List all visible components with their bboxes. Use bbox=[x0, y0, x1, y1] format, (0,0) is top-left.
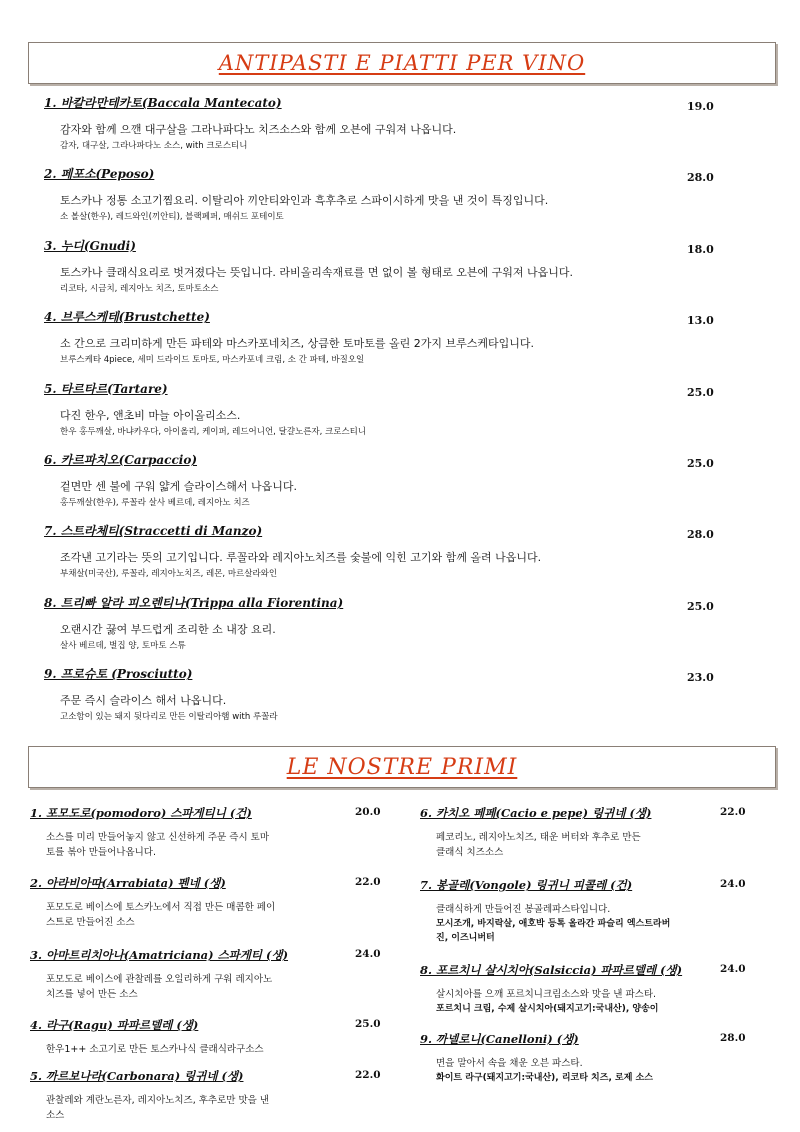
menu-item-price: 24.0 bbox=[720, 963, 746, 975]
menu-item-price: 24.0 bbox=[355, 948, 381, 960]
menu-item-description: 주문 즉시 슬라이스 해서 나옵니다. bbox=[60, 694, 227, 708]
menu-item-price: 25.0 bbox=[687, 456, 714, 470]
menu-item-title: 4. 라구(Ragu) 파파르델레 (생) bbox=[30, 1018, 199, 1032]
menu-item-title: 7. 봉골레(Vongole) 링귀니 피콜레 (건) bbox=[420, 878, 633, 892]
menu-item-description: 소 간으로 크리미하게 만든 파테와 마스카포네치즈, 상큼한 토마토를 올린 2가지 브루스케타입니다. bbox=[60, 337, 534, 351]
menu-item-price: 24.0 bbox=[720, 878, 746, 890]
menu-item bbox=[44, 308, 724, 379]
menu-item-price: 28.0 bbox=[687, 528, 714, 542]
menu-item-price: 20.0 bbox=[355, 806, 381, 818]
menu-item-price: 22.0 bbox=[355, 876, 381, 888]
menu-item-description: 감자와 함께 으깬 대구살을 그라나파다노 치즈소스와 함께 오븐에 구워져 나옵니다. bbox=[60, 123, 457, 136]
menu-item-description: 다진 한우, 앤초비 마늘 아이올리소스. bbox=[60, 408, 241, 422]
menu-item-title: 4. 브루스케테(Brustchette) bbox=[44, 310, 210, 325]
primi-left-column bbox=[30, 802, 390, 1123]
menu-item-ingredients: 소 볼살(한우), 레드와인(끼안티), 블랙페퍼, 매쉬드 포테이토 bbox=[60, 212, 284, 223]
menu-item-price: 18.0 bbox=[687, 242, 714, 256]
menu-item-title: 1. 바칼라만테카토(Baccala Mantecato) bbox=[44, 96, 282, 110]
menu-item-ingredients: 고소함이 있는 돼지 뒷다리로 만든 이탈리아햄 with 루꼴라 bbox=[60, 712, 278, 723]
menu-item-description: 오랜시간 끓여 부드럽게 조리한 소 내장 요리. bbox=[60, 622, 276, 636]
menu-item-description: 한우1++ 소고기로 만든 토스카나식 클래식라구소스 bbox=[46, 1044, 264, 1055]
menu-item-price: 22.0 bbox=[720, 806, 746, 818]
menu-item-description: 소스를 미리 만들어놓지 않고 신선하게 주문 즉시 토마 토를 볶아 만들어나옵니다. bbox=[46, 832, 270, 858]
menu-item-price: 13.0 bbox=[687, 314, 714, 328]
menu-item-description: 조각낸 고기라는 뜻의 고기입니다. 루꼴라와 레지아노치즈를 숯불에 익힌 고기와 함께 올려 나옵니다. bbox=[60, 551, 542, 565]
menu-item-description: 겉면만 센 불에 구워 얇게 슬라이스해서 나옵니다. bbox=[60, 479, 297, 493]
menu-item-title: 1. 포모도로(pomodoro) 스파게티니 (건) bbox=[30, 806, 252, 820]
section-title-antipasti: ANTIPASTI E PIATTI PER VINO bbox=[28, 42, 776, 84]
menu-item-ingredients: 한우 홍두깨살, 바냐카우다, 아이올리, 케이퍼, 레드어니언, 달걀노른자, 크로스티니 bbox=[60, 426, 367, 437]
menu-item bbox=[44, 165, 724, 236]
menu-item-title: 3. 아마트리치아나(Amatriciana) 스파게티 (생) bbox=[30, 948, 289, 962]
primi-right-column bbox=[420, 802, 765, 1085]
menu-item bbox=[44, 451, 724, 522]
menu-item-ingredients: 모시조개, 바지락살, 애호박 등톡 올라간 파슬리 엑스트라버 진, 이즈니버터 bbox=[436, 919, 671, 943]
menu-item bbox=[44, 237, 724, 308]
menu-item bbox=[44, 665, 724, 736]
menu-item bbox=[30, 872, 390, 930]
menu-item-title: 2. 아라비아따(Arrabiata) 펜네 (생) bbox=[30, 876, 226, 890]
menu-item-description: 관찰레와 계란노른자, 레지아노치즈, 후추로만 맛을 낸 소스 bbox=[46, 1095, 270, 1121]
menu-item-description: 면을 말아서 속을 채운 오븐 파스타. bbox=[436, 1058, 583, 1069]
menu-item-title: 6. 카르파치오(Carpaccio) bbox=[44, 452, 198, 467]
menu-item-description: 클래식하게 만들어진 봉골레파스타입니다. bbox=[436, 904, 611, 915]
menu-item-ingredients: 부채살(미국산), 루꼴라, 레지아노치즈, 레몬, 마르살라와인 bbox=[60, 569, 278, 580]
menu-item-title: 9. 까넬로니(Canelloni) (생) bbox=[420, 1032, 579, 1046]
menu-item bbox=[44, 522, 724, 593]
menu-item-title: 9. 프로슈토 (Prosciutto) bbox=[44, 667, 193, 682]
menu-item-title: 5. 타르타르(Tartare) bbox=[44, 381, 168, 396]
menu-item bbox=[420, 874, 765, 945]
menu-item-title: 6. 카치오 페페(Cacio e pepe) 링귀네 (생) bbox=[420, 806, 652, 820]
menu-item-price: 25.0 bbox=[687, 599, 714, 613]
menu-item-price: 19.0 bbox=[687, 100, 714, 113]
menu-item-title: 7. 스트라체티(Straccetti di Manzo) bbox=[44, 524, 263, 539]
menu-item-ingredients: 홍두깨살(한우), 루꼴라 살사 베르데, 레지아노 치즈 bbox=[60, 497, 250, 508]
menu-item-description: 페코리노, 레지아노치즈, 태운 버터와 후추로 만든 클래식 치즈소스 bbox=[436, 832, 641, 858]
menu-item-ingredients: 살사 베르데, 벌집 양, 토마토 스튜 bbox=[60, 640, 186, 651]
menu-item-ingredients: 감자, 대구살, 그라나파다노 소스, with 크로스티니 bbox=[60, 141, 248, 151]
menu-item bbox=[420, 802, 765, 860]
menu-item-ingredients: 브루스케타 4piece, 세미 드라이드 토마토, 마스카포네 크림, 소 간 파테, 바질오일 bbox=[60, 355, 365, 366]
menu-item-price: 25.0 bbox=[687, 385, 714, 399]
menu-item-ingredients: 화이트 라구(돼지고기:국내산), 리코타 치즈, 로제 소스 bbox=[436, 1073, 653, 1083]
menu-item bbox=[44, 594, 724, 665]
menu-item-price: 28.0 bbox=[687, 171, 714, 185]
menu-item-ingredients: 포르치니 크림, 수제 살시치아(돼지고기:국내산), 양송이 bbox=[436, 1004, 659, 1014]
menu-item bbox=[44, 94, 724, 165]
antipasti-list bbox=[44, 94, 724, 737]
menu-item bbox=[420, 1028, 765, 1085]
menu-item bbox=[30, 1065, 390, 1123]
menu-item-title: 2. 페포소(Peposo) bbox=[44, 167, 155, 182]
menu-item-title: 3. 누디(Gnudi) bbox=[44, 238, 136, 253]
menu-item bbox=[420, 959, 765, 1016]
menu-item-description: 토스카나 정통 소고기찜요리. 이탈리아 끼안티와인과 흑후추로 스파이시하게 맛을 낸 것이 특징입니다. bbox=[60, 194, 549, 208]
menu-item-price: 25.0 bbox=[355, 1018, 381, 1030]
menu-item-price: 23.0 bbox=[687, 671, 714, 685]
menu-item-price: 22.0 bbox=[355, 1069, 381, 1081]
menu-item bbox=[30, 944, 390, 1002]
menu-item-description: 포모도로 베이스에 관찰레를 오일리하게 구워 레지아노 치즈를 넣어 만든 소스 bbox=[46, 974, 273, 1000]
menu-item-title: 8. 트리빠 알라 피오렌티나(Trippa alla Fiorentina) bbox=[44, 595, 344, 610]
menu-item-ingredients: 리코타, 시금치, 레지아노 치즈, 토마토소스 bbox=[60, 283, 219, 294]
menu-item-description: 토스카나 클래식요리로 벗겨졌다는 뜻입니다. 라비올리속재료를 면 없이 볼 형태로 오븐에 구워져 나옵니다. bbox=[60, 265, 573, 279]
menu-item-title: 5. 까르보나라(Carbonara) 링귀네 (생) bbox=[30, 1069, 244, 1083]
menu-item-description: 살시치아를 으깨 포르치니크림소스와 맛을 낸 파스타. bbox=[436, 989, 657, 1000]
menu-item bbox=[44, 380, 724, 451]
menu-item-title: 8. 포르치니 살시치아(Salsiccia) 파파르델레 (생) bbox=[420, 963, 683, 977]
section-title-primi: LE NOSTRE PRIMI bbox=[28, 746, 776, 788]
menu-item bbox=[30, 802, 390, 860]
menu-item-price: 28.0 bbox=[720, 1032, 746, 1044]
menu-item-description: 포모도로 베이스에 토스카노에서 직접 만든 매콤한 페이 스트로 만들어진 소스 bbox=[46, 902, 276, 928]
menu-item bbox=[30, 1014, 390, 1057]
